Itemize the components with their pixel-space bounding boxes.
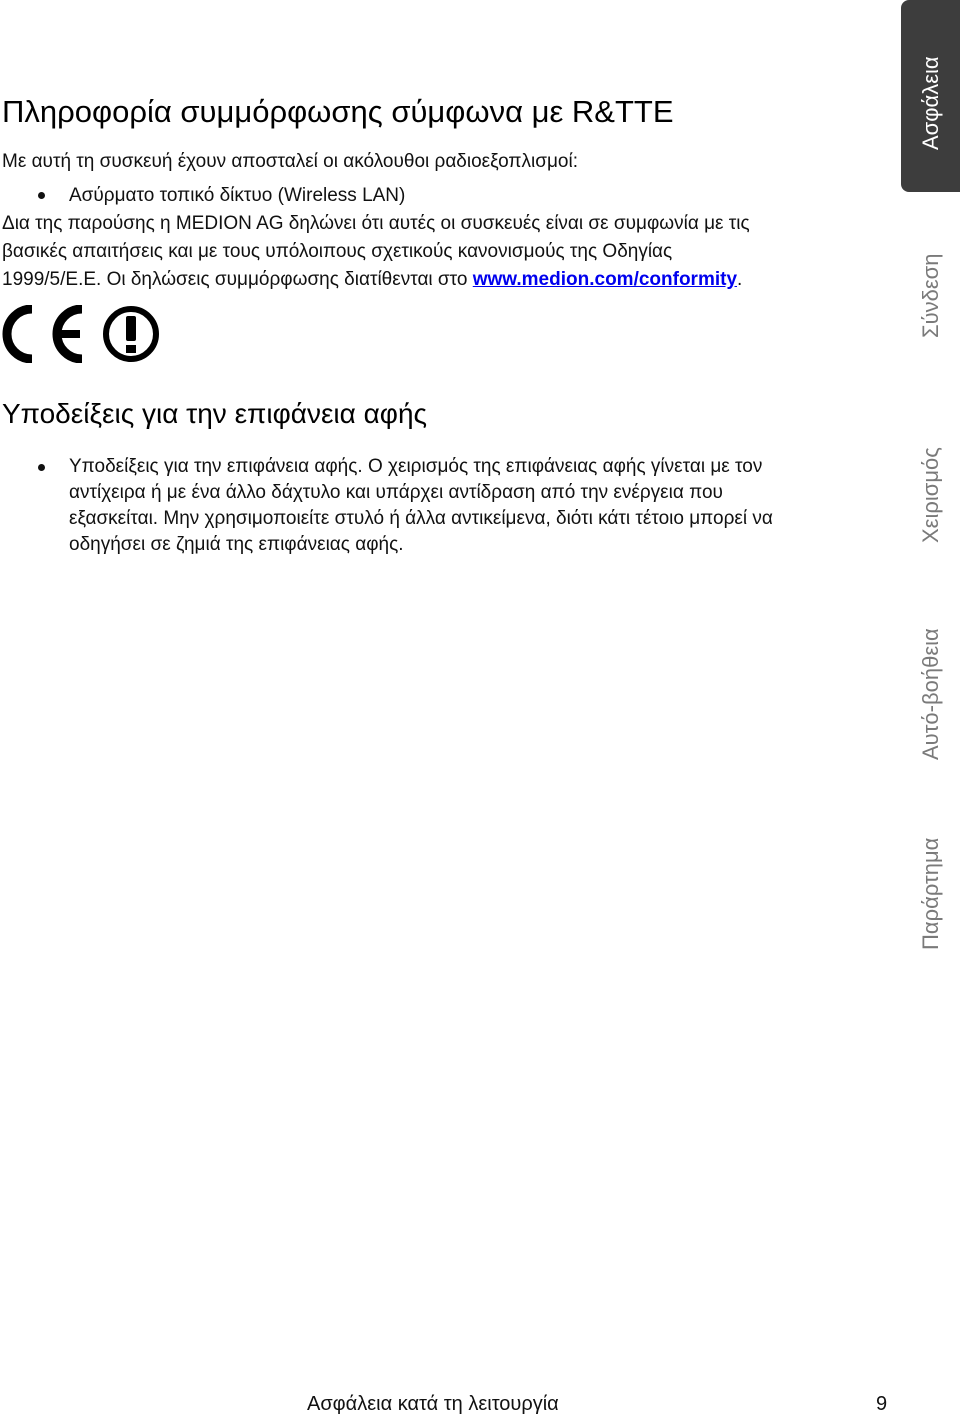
footer-title: Ασφάλεια κατά τη λειτουργία [307, 1393, 559, 1415]
ce-mark-icon [7, 309, 82, 359]
declaration-line [2, 266, 742, 293]
section-heading-touchpad: Υποδείξεις για την επιφάνεια αφής [2, 398, 428, 429]
touchpad-line: οδηγήσει σε ζημιά της επιφάνειας αφής. [69, 534, 404, 555]
bullet-icon [38, 192, 45, 199]
section-heading-rtte: Πληροφορία συμμόρφωσης σύμφωνα με R&TTE [2, 94, 674, 129]
conformity-link[interactable]: www.medion.com/conformity [472, 269, 738, 290]
declaration-period: . [737, 269, 743, 290]
page-number: 9 [876, 1393, 888, 1415]
touchpad-line: αντίχειρα ή με ένα άλλο δάχτυλο και υπάρχει αντίδραση από την ενέργεια που [69, 482, 723, 503]
bullet-icon [38, 464, 45, 471]
ce-alert-marks [2, 305, 172, 363]
touchpad-line: εξασκείται. Μην χρησιμοποιείτε στυλό ή άλλα αντικείμενα, διότι κάτι τέτοιο μπορεί να [69, 508, 773, 529]
tab-operation[interactable]: Χειρισμός [918, 447, 943, 543]
tab-self-help[interactable]: Αυτό-βοήθεια [918, 628, 943, 760]
tab-appendix[interactable]: Παράρτημα [918, 837, 943, 950]
intro-text: Με αυτή τη συσκευή έχουν αποσταλεί οι ακόλουθοι ραδιοεξοπλισμοί: [2, 151, 579, 172]
list-item-text: Ασύρματο τοπικό δίκτυο (Wireless LAN) [69, 185, 406, 206]
declaration-line: Δια της παρούσης η MEDION AG δηλώνει ότι αυτές οι συσκευές είναι σε συμφωνία με τις [2, 213, 750, 234]
declaration-line: βασικές απαιτήσεις και με τους υπόλοιπους σχετικούς κανονισμούς της Οδηγίας [2, 241, 673, 262]
declaration-text: 1999/5/Ε.Ε. Οι δηλώσεις συμμόρφωσης διατίθενται στο [2, 269, 473, 290]
tab-connection[interactable]: Σύνδεση [918, 253, 943, 338]
tab-safety[interactable]: Ασφάλεια [918, 56, 943, 150]
class-2-alert-icon [106, 309, 156, 359]
touchpad-line: Υποδείξεις για την επιφάνεια αφής. Ο χειρισμός της επιφάνειας αφής γίνεται με τον [69, 456, 763, 477]
